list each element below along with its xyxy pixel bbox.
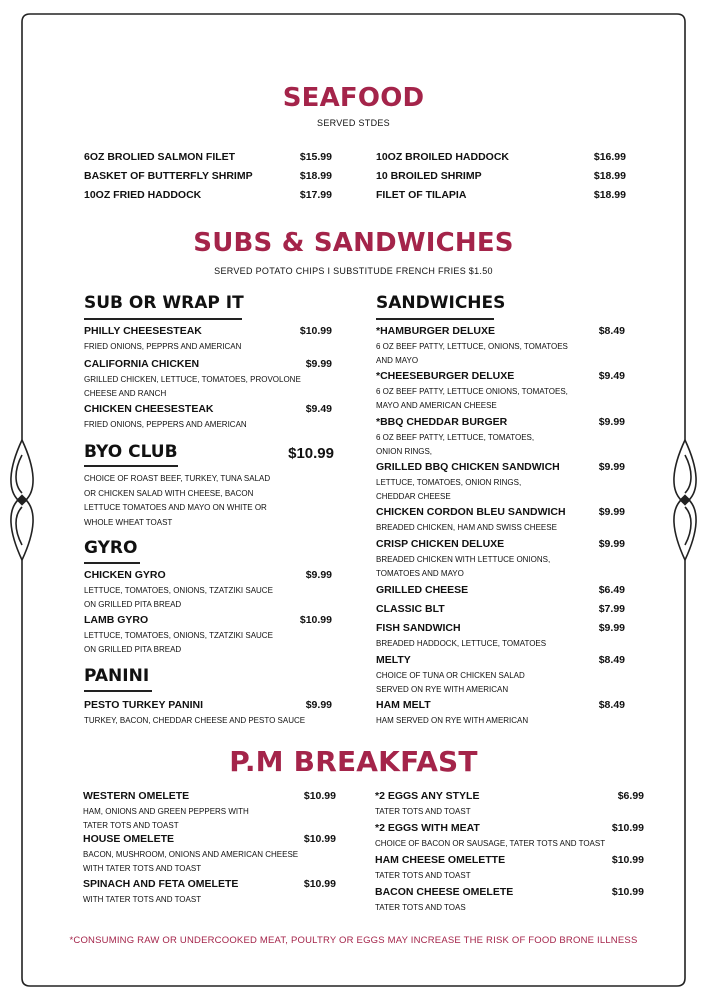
gyro-header: GYRO: [84, 538, 138, 558]
byo-desc-line: WHOLE WHEAT TOAST: [84, 517, 173, 527]
seafood-item-name: 10 BROILED SHRIMP: [376, 170, 482, 182]
breakfast-item-name: HOUSE OMELETE: [83, 833, 175, 845]
gyro-item-name: CHICKEN GYRO: [84, 569, 166, 581]
seafood-item-name: 10OZ BROILED HADDOCK: [376, 151, 510, 163]
sub_wrap-item-name: CHICKEN CHEESESTEAK: [84, 403, 214, 415]
breakfast-title: P.M BREAKFAST: [229, 745, 478, 778]
sandwiches-item-desc: LETTUCE, TOMATOES, ONION RINGS,: [376, 478, 522, 487]
panini-header: PANINI: [84, 666, 150, 686]
gyro-item-desc: LETTUCE, TOMATOES, ONIONS, TZATZIKI SAUCE: [84, 586, 273, 595]
gyro-item-desc: LETTUCE, TOMATOES, ONIONS, TZATZIKI SAUCE: [84, 631, 273, 640]
breakfast-item-price: $10.99: [303, 833, 336, 845]
sandwiches-item-price: $8.49: [598, 654, 625, 666]
sub_wrap-item-price: $10.99: [299, 325, 332, 337]
sub_wrap-item-desc: FRIED ONIONS, PEPPERS AND AMERICAN: [84, 420, 247, 429]
breakfast-item-desc: WITH TATER TOTS AND TOAST: [83, 863, 202, 873]
breakfast-item-desc: CHOICE OF BACON OR SAUSAGE, TATER TOTS AND TOAST: [375, 839, 606, 848]
sandwiches-item-desc: TOMATOES AND MAYO: [376, 568, 464, 578]
panini-item-name: PESTO TURKEY PANINI: [84, 699, 204, 711]
breakfast-item-desc: TATER TOTS AND TOAS: [375, 903, 466, 912]
sub_wrap-item-desc: CHEESE AND RANCH: [84, 388, 167, 398]
seafood-item-name: FILET OF TILAPIA: [376, 189, 467, 201]
sandwiches-item-price: $9.99: [598, 622, 625, 634]
sandwiches-item-price: $6.49: [598, 584, 625, 596]
breakfast-item-desc: TATER TOTS AND TOAST: [83, 820, 179, 830]
sandwiches-item-desc: MAYO AND AMERICAN CHEESE: [376, 400, 497, 410]
sandwiches-item-name: CRISP CHICKEN DELUXE: [376, 538, 505, 550]
gyro-item-price: $10.99: [299, 614, 332, 626]
sandwiches-item-desc: 6 OZ BEEF PATTY, LETTUCE, TOMATOES,: [376, 433, 535, 442]
sandwiches-item-name: CLASSIC BLT: [376, 603, 445, 615]
breakfast-item-price: $10.99: [611, 822, 644, 834]
sandwiches-item-price: $9.99: [598, 538, 625, 550]
breakfast-item-name: *2 EGGS WITH MEAT: [375, 822, 480, 834]
panini-underline: [84, 690, 152, 692]
sandwiches-item-desc: BREADED CHICKEN WITH LETTUCE ONIONS,: [376, 555, 551, 564]
sandwiches-item-name: FISH SANDWICH: [376, 622, 461, 634]
breakfast-item-price: $10.99: [611, 854, 644, 866]
seafood-item-price: $18.99: [593, 170, 626, 182]
breakfast-item-name: SPINACH AND FETA OMELETE: [83, 878, 239, 890]
sandwiches-item-price: $9.99: [598, 416, 625, 428]
sub_wrap-item-name: PHILLY CHEESESTEAK: [84, 325, 202, 337]
sub_wrap-item-price: $9.49: [305, 403, 332, 415]
sub_wrap-item-desc: GRILLED CHICKEN, LETTUCE, TOMATOES, PROVOLONE: [84, 375, 301, 384]
breakfast-item-desc: TATER TOTS AND TOAST: [375, 871, 471, 880]
sub_wrap-item-desc: FRIED ONIONS, PEPPRS AND AMERICAN: [84, 342, 242, 351]
sandwiches-item-desc: 6 OZ BEEF PATTY, LETTUCE ONIONS, TOMATOES,: [376, 387, 568, 396]
seafood-item-name: 10OZ FRIED HADDOCK: [84, 189, 202, 201]
sandwiches-item-name: *HAMBURGER DELUXE: [376, 325, 496, 337]
breakfast-item-name: WESTERN OMELETE: [83, 790, 190, 802]
sandwiches-item-desc: CHOICE OF TUNA OR CHICKEN SALAD: [376, 671, 525, 680]
byo-desc-line: OR CHICKEN SALAD WITH CHEESE, BACON: [84, 488, 254, 498]
seafood-item-price: $17.99: [299, 189, 332, 201]
sandwiches-item-desc: SERVED ON RYE WITH AMERICAN: [376, 684, 509, 694]
byo-desc-line: CHOICE OF ROAST BEEF, TURKEY, TUNA SALAD: [84, 474, 271, 483]
sandwiches-item-name: GRILLED CHEESE: [376, 584, 469, 596]
sandwiches-item-desc: BREADED HADDOCK, LETTUCE, TOMATOES: [376, 639, 547, 648]
breakfast-item-name: HAM CHEESE OMELETTE: [375, 854, 506, 866]
breakfast-item-price: $10.99: [611, 886, 644, 898]
sandwiches-item-desc: BREADED CHICKEN, HAM AND SWISS CHEESE: [376, 523, 557, 532]
sandwiches-item-desc: 6 OZ BEEF PATTY, LETTUCE, ONIONS, TOMATOES: [376, 342, 568, 351]
seafood-item-price: $16.99: [593, 151, 626, 163]
sub_wrap-item-name: CALIFORNIA CHICKEN: [84, 358, 200, 370]
sandwiches-item-price: $8.49: [598, 699, 625, 711]
seafood-note: SERVED STDES: [317, 118, 390, 128]
breakfast-item-name: BACON CHEESE OMELETE: [375, 886, 514, 898]
breakfast-item-price: $6.99: [617, 790, 644, 802]
sandwiches-underline: [376, 318, 494, 320]
sandwiches-item-price: $9.99: [598, 461, 625, 473]
breakfast-item-desc: HAM, ONIONS AND GREEN PEPPERS WITH: [83, 807, 249, 816]
gyro-item-desc: ON GRILLED PITA BREAD: [84, 644, 182, 654]
food-safety-notice: *CONSUMING RAW OR UNDERCOOKED MEAT, POULTRY OR EGGS MAY INCREASE THE RISK OF FOOD BRONE ILLNESS: [69, 935, 638, 946]
byo-underline: [84, 465, 178, 467]
sub-wrap-underline: [84, 318, 242, 320]
sandwiches-item-name: *CHEESEBURGER DELUXE: [376, 370, 515, 382]
gyro-item-price: $9.99: [305, 569, 332, 581]
breakfast-item-name: *2 EGGS ANY STYLE: [375, 790, 480, 802]
sandwiches-item-desc: AND MAYO: [376, 355, 419, 365]
breakfast-item-desc: TATER TOTS AND TOAST: [375, 807, 471, 816]
sandwiches-item-name: HAM MELT: [376, 699, 431, 711]
sandwiches-item-name: GRILLED BBQ CHICKEN SANDWICH: [376, 461, 560, 473]
sandwiches-item-name: *BBQ CHEDDAR BURGER: [376, 416, 508, 428]
sandwiches-header: SANDWICHES: [376, 293, 506, 313]
breakfast-item-price: $10.99: [303, 878, 336, 890]
subs-note: SERVED POTATO CHIPS I SUBSTITUDE FRENCH FRIES $1.50: [214, 266, 493, 276]
seafood-title: SEAFOOD: [282, 83, 425, 113]
sub_wrap-item-price: $9.99: [305, 358, 332, 370]
sandwiches-item-price: $8.49: [598, 325, 625, 337]
gyro-item-desc: ON GRILLED PITA BREAD: [84, 599, 182, 609]
gyro-underline: [84, 562, 140, 564]
seafood-item-price: $15.99: [299, 151, 332, 163]
sandwiches-item-price: $9.99: [598, 506, 625, 518]
sandwiches-item-desc: HAM SERVED ON RYE WITH AMERICAN: [376, 716, 529, 725]
gyro-item-name: LAMB GYRO: [84, 614, 149, 626]
sandwiches-item-price: $9.49: [598, 370, 625, 382]
panini-item-desc: TURKEY, BACON, CHEDDAR CHEESE AND PESTO SAUCE: [84, 716, 306, 725]
sandwiches-item-price: $7.99: [598, 603, 625, 615]
seafood-item-price: $18.99: [593, 189, 626, 201]
panini-item-price: $9.99: [305, 699, 332, 711]
breakfast-item-price: $10.99: [303, 790, 336, 802]
sandwiches-item-name: MELTY: [376, 654, 411, 666]
breakfast-item-desc: WITH TATER TOTS AND TOAST: [83, 895, 202, 904]
subs-title: SUBS & SANDWICHES: [193, 228, 514, 258]
sandwiches-item-desc: ONION RINGS,: [376, 446, 433, 456]
byo-price: $10.99: [288, 445, 334, 462]
seafood-item-name: 6OZ BROLIED SALMON FILET: [84, 151, 236, 163]
byo-desc-line: LETTUCE TOMATOES AND MAYO ON WHITE OR: [84, 503, 267, 512]
seafood-item-name: BASKET OF BUTTERFLY SHRIMP: [84, 170, 253, 182]
byo-header: BYO CLUB: [84, 442, 178, 462]
sub-wrap-header: SUB OR WRAP IT: [84, 293, 244, 313]
breakfast-item-desc: BACON, MUSHROOM, ONIONS AND AMERICAN CHEESE: [83, 850, 299, 859]
seafood-item-price: $18.99: [299, 170, 332, 182]
sandwiches-item-name: CHICKEN CORDON BLEU SANDWICH: [376, 506, 566, 518]
sandwiches-item-desc: CHEDDAR CHEESE: [376, 491, 451, 501]
